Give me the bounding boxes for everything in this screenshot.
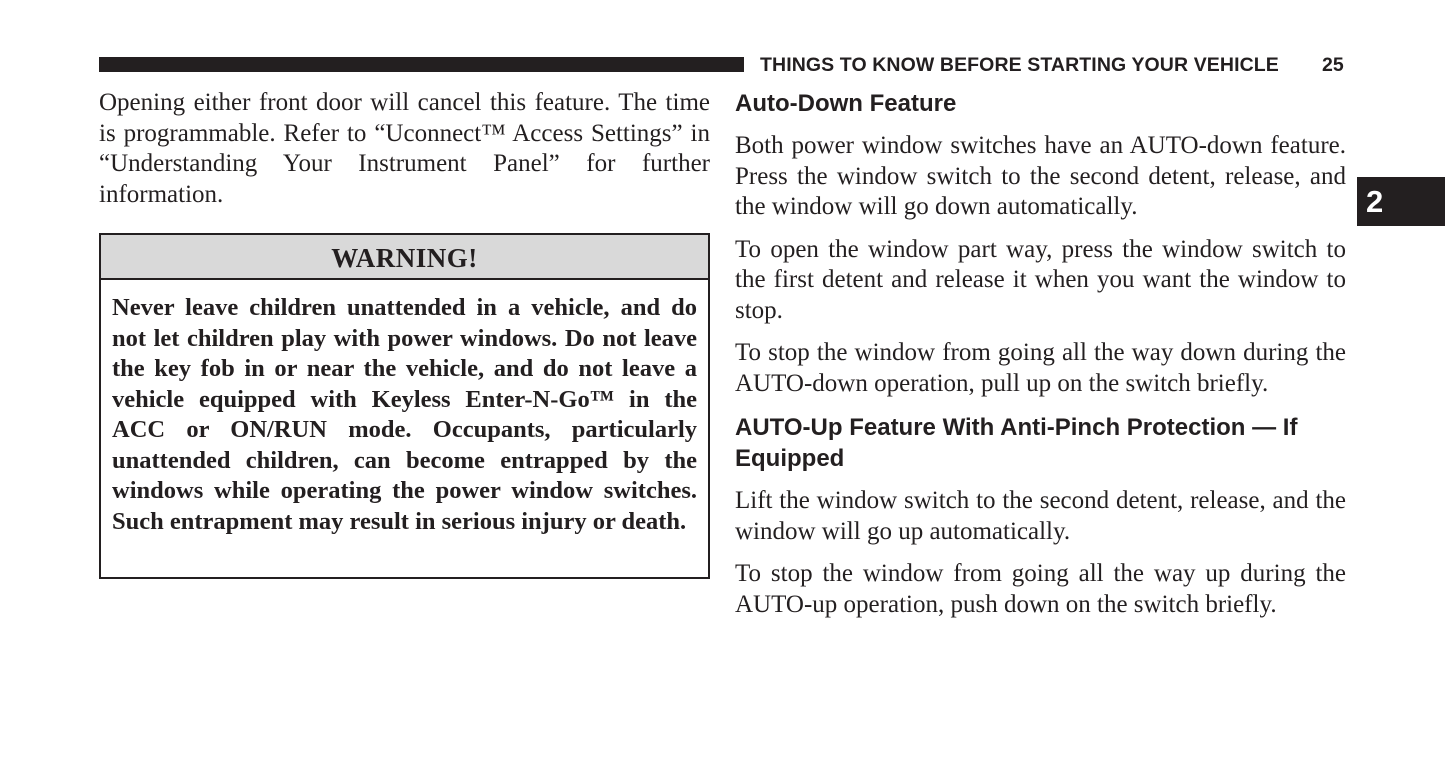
- left-column: [99, 88, 710, 210]
- intro-paragraph: Opening either front door will cancel this feature. The time is programmable. Refer to “Uconnect™ Access Settings” in “Understanding Your Instrument Panel” for further information.: [99, 89, 710, 208]
- page-number: 25: [1322, 54, 1344, 76]
- section-heading-auto-up: AUTO-Up Feature With Anti-Pinch Protection — If Equipped: [735, 414, 1298, 472]
- warning-box: [99, 233, 710, 579]
- warning-text: Never leave children unattended in a vehicle, and do not let children play with power windows. Do not leave the key fob in or near the vehicle, and do not leave a vehicle equipped with Keyless Enter-N-Go™ in the ACC or ON/RUN mode. Occupants, particularly unattended children, can become entrapped by the windows while operating the power window switches. Such entrapment may result in serious injury or death.: [112, 294, 697, 535]
- paragraph: Both power window switches have an AUTO-down feature. Press the window switch to the second detent, release, and the window will go down automatically.: [735, 132, 1346, 220]
- header-rule: [99, 57, 744, 72]
- paragraph: To open the window part way, press the window switch to the first detent and release it when you want the window to stop.: [735, 235, 1346, 324]
- section-heading-auto-down: Auto-Down Feature: [735, 90, 957, 117]
- paragraph: To stop the window from going all the way up during the AUTO-up operation, push down on the switch briefly.: [735, 560, 1346, 618]
- warning-title: WARNING!: [101, 235, 708, 280]
- paragraph: To stop the window from going all the way down during the AUTO-down operation, pull up on the switch briefly.: [735, 339, 1346, 397]
- paragraph: Lift the window switch to the second detent, release, and the window will go up automatically.: [735, 487, 1346, 545]
- right-column: [735, 88, 1346, 620]
- chapter-tab: 2: [1357, 177, 1445, 226]
- running-header-title: THINGS TO KNOW BEFORE STARTING YOUR VEHICLE: [760, 54, 1279, 76]
